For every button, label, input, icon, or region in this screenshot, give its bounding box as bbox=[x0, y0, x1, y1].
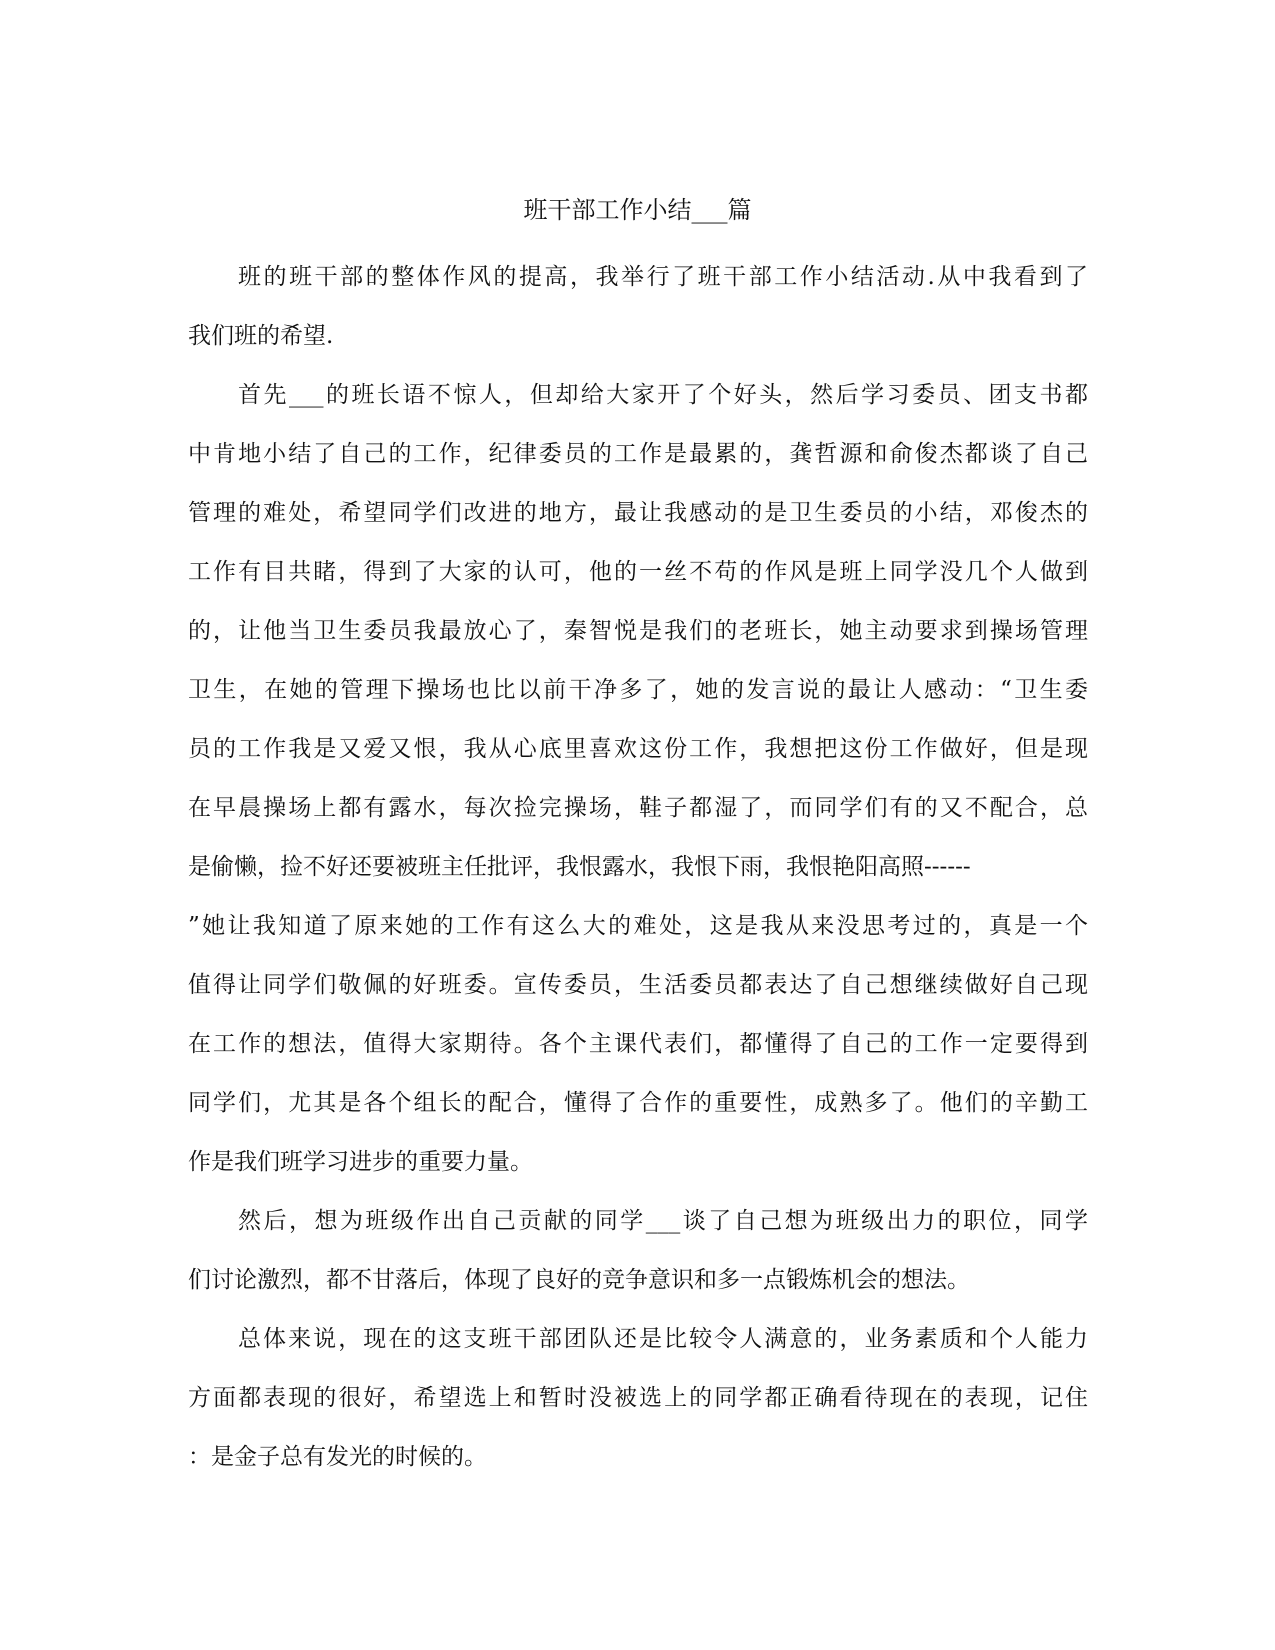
text-line: 中肯地小结了自己的工作，纪律委员的工作是最累的，龚哲源和俞俊杰都谈了自己 bbox=[188, 441, 1088, 467]
text-line: 同学们，尤其是各个组长的配合，懂得了合作的重要性，成熟多了。他们的辛勤工 bbox=[188, 1090, 1088, 1116]
text-line: 工作有目共睹，得到了大家的认可，他的一丝不苟的作风是班上同学没几个人做到 bbox=[188, 559, 1088, 585]
text-line: 在早晨操场上都有露水，每次捡完操场，鞋子都湿了，而同学们有的又不配合，总 bbox=[188, 795, 1088, 821]
text-line: 作是我们班学习进步的重要力量。 bbox=[188, 1149, 533, 1175]
text-line: 在工作的想法，值得大家期待。各个主课代表们，都懂得了自己的工作一定要得到 bbox=[188, 1031, 1088, 1057]
text-line: ”她让我知道了原来她的工作有这么大的难处，这是我从来没思考过的，真是一个 bbox=[188, 913, 1088, 939]
text-line: 我们班的希望. bbox=[188, 323, 334, 349]
paragraph bbox=[188, 366, 1088, 1192]
text-line: 管理的难处，希望同学们改进的地方，最让我感动的是卫生委员的小结，邓俊杰的 bbox=[188, 500, 1088, 526]
text-line: 是偷懒，捡不好还要被班主任批评，我恨露水，我恨下雨，我恨艳阳高照------ bbox=[188, 854, 971, 880]
text-line: 首先___的班长语不惊人，但却给大家开了个好头，然后学习委员、团支书都 bbox=[238, 382, 1088, 408]
document-body bbox=[188, 248, 1088, 1487]
text-line: 员的工作我是又爱又恨，我从心底里喜欢这份工作，我想把这份工作做好，但是现 bbox=[188, 736, 1088, 762]
text-line: 们讨论激烈，都不甘落后，体现了良好的竞争意识和多一点锻炼机会的想法。 bbox=[188, 1267, 970, 1293]
paragraph bbox=[188, 248, 1088, 366]
paragraph bbox=[188, 1310, 1088, 1487]
document-title: 班干部工作小结___篇 bbox=[523, 196, 752, 224]
text-line: 班的班干部的整体作风的提高，我举行了班干部工作小结活动.从中我看到了 bbox=[238, 264, 1088, 290]
text-line: 的，让他当卫生委员我最放心了，秦智悦是我们的老班长，她主动要求到操场管理 bbox=[188, 618, 1088, 644]
text-line: 值得让同学们敬佩的好班委。宣传委员，生活委员都表达了自己想继续做好自己现 bbox=[188, 972, 1088, 998]
text-line: 卫生，在她的管理下操场也比以前干净多了，她的发言说的最让人感动：“卫生委 bbox=[188, 677, 1088, 703]
text-line: 方面都表现的很好，希望选上和暂时没被选上的同学都正确看待现在的表现，记住 bbox=[188, 1385, 1088, 1411]
text-line: 然后，想为班级作出自己贡献的同学___谈了自己想为班级出力的职位，同学 bbox=[238, 1208, 1088, 1234]
paragraph bbox=[188, 1192, 1088, 1310]
text-line: 总体来说，现在的这支班干部团队还是比较令人满意的，业务素质和个人能力 bbox=[238, 1326, 1088, 1352]
text-line: ：是金子总有发光的时候的。 bbox=[188, 1444, 487, 1470]
